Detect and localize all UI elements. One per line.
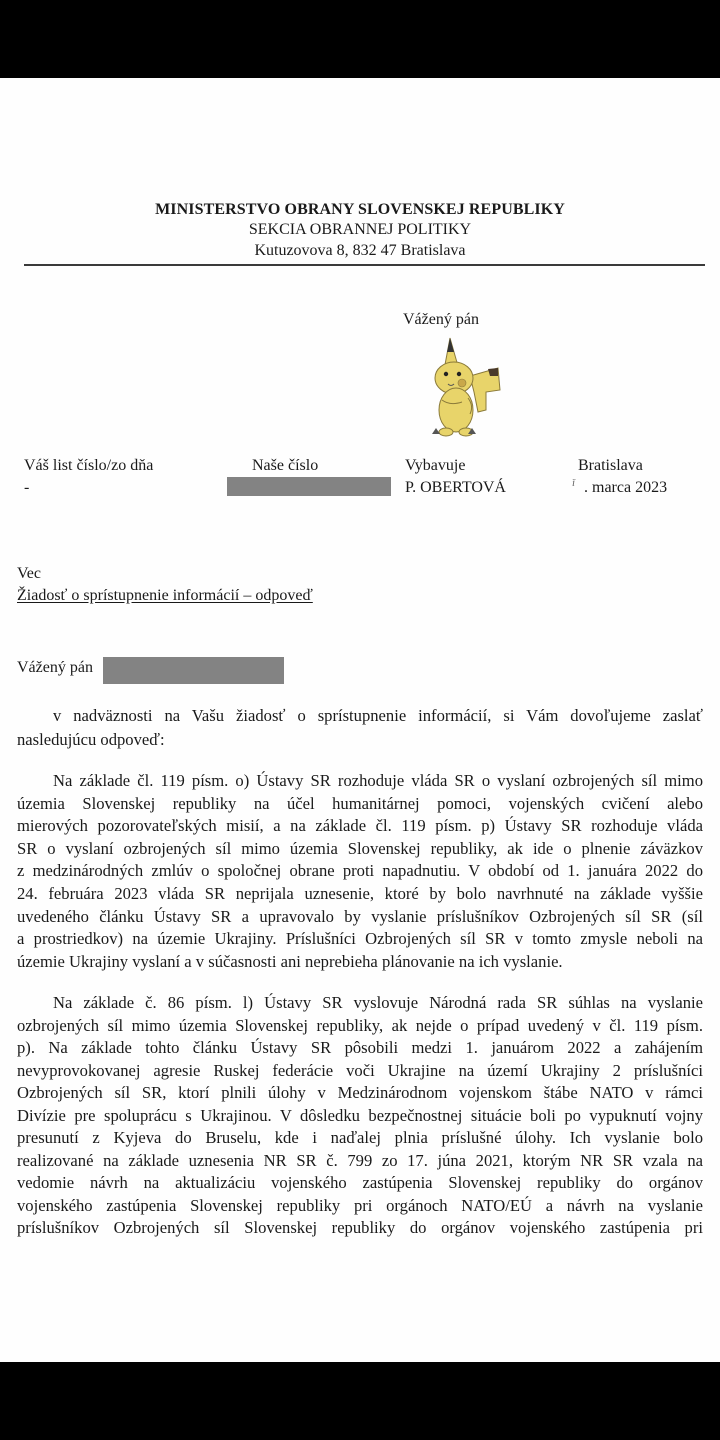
bottom-black-bar bbox=[0, 1362, 720, 1440]
place-label: Bratislava bbox=[578, 457, 643, 474]
paragraph1-line: 24. februára 2023 vláda SR neprijala uznesenie, ktoré by bolo navrhnuté na základe vyššie bbox=[17, 884, 703, 903]
paragraph1-line: územia Slovenskej republiky na účel humanitárnej pomoci, vojenských cvičení alebo bbox=[17, 794, 703, 813]
paragraph2-line: p). Na základe tohto článku Ústavy SR pôsobili medzi 1. januárom 2022 a zahájením bbox=[17, 1038, 703, 1057]
handled-by-value: P. OBERTOVÁ bbox=[405, 479, 506, 496]
paragraph1-line: územie Ukrajiny vyslaní a v súčasnosti ani neprebieha plánovanie na ich vyslanie. bbox=[17, 952, 563, 971]
header-divider bbox=[24, 264, 705, 266]
address: Kutuzovova 8, 832 47 Bratislava bbox=[254, 242, 466, 259]
ministry-title: MINISTERSTVO OBRANY SLOVENSKEJ REPUBLIKY bbox=[155, 201, 565, 218]
paragraph2-line: ozbrojených síl mimo územia Slovenskej republiky, ak nejde o prípad uvedený v čl. 119 písm. bbox=[17, 1016, 703, 1035]
your-letter-label: Váš list číslo/zo dňa bbox=[24, 457, 154, 474]
subject-label: Vec bbox=[17, 565, 41, 582]
paragraph2-line: Divízie pre spoluprácu s Ukrajinou. V dôsledku bezpečnostnej situácie boli po vypuknutí vojny bbox=[17, 1106, 703, 1125]
paragraph1-line: mierových pozorovateľských misií, a na základe čl. 119 písm. p) Ústavy SR rozhoduje vláda bbox=[17, 816, 703, 835]
subject-title: Žiadosť o sprístupnenie informácií – odpoveď bbox=[17, 587, 313, 604]
paragraph1-line: uvedeného článku Ústavy SR a upravovalo by vyslanie príslušníkov Ozbrojených síl SR (síl bbox=[17, 907, 703, 926]
intro-line: nasledujúcu odpoveď: bbox=[17, 730, 165, 749]
paragraph1-line: Na základe čl. 119 písm. o) Ústavy SR rozhoduje vláda SR o vyslaní ozbrojených síl mimo bbox=[53, 771, 703, 790]
top-black-bar bbox=[0, 0, 720, 78]
paragraph1-line: a prostriedkov) na územie Ukrajiny. Príslušníci Ozbrojených síl SR v tomto zmysle neboli na bbox=[17, 929, 703, 948]
paragraph2-line: nevyprovokovanej agresie Ruskej federácie voči Ukrajine na území Ukrajiny 2 príslušníci bbox=[17, 1061, 703, 1080]
document-page bbox=[0, 78, 720, 1362]
paragraph2-line: vojenského zastúpenia Slovenskej republiky pri orgánoch NATO/EÚ a návrh na vyslanie bbox=[17, 1196, 703, 1215]
intro-line: v nadväznosti na Vašu žiadosť o sprístupnenie informácií, si Vám dovoľujeme zaslať bbox=[53, 706, 703, 725]
date-value: . marca 2023 bbox=[584, 479, 668, 496]
recipient-name-redaction bbox=[103, 657, 284, 684]
paragraph1-line: z medzinárodných zmlúv o spoločnej obrane proti napadnutiu. V období od 1. januára 2022 do bbox=[17, 861, 703, 880]
paragraph2-line: Ozbrojených síl SR, ktorí plnili úlohy v Medzinárodnom vojenskom štábe NATO v rámci bbox=[17, 1083, 703, 1102]
recipient-salutation: Vážený pán bbox=[403, 311, 479, 328]
paragraph2-line: Na základe č. 86 písm. l) Ústavy SR vyslovuje Národná rada SR súhlas na vyslanie bbox=[53, 993, 703, 1012]
your-letter-value: - bbox=[24, 479, 30, 496]
handled-by-label: Vybavuje bbox=[405, 457, 466, 474]
paragraph2-line: vedomie návrh na aktualizáciu vojenského zastúpenia Slovenskej republiky do orgánov bbox=[17, 1173, 703, 1192]
our-number-redaction bbox=[227, 477, 391, 496]
pikachu-image bbox=[424, 332, 506, 444]
paragraph2-line: realizované na základe uznesenia NR SR č. 799 zo 17. júna 2021, ktorým NR SR vzala na bbox=[17, 1151, 703, 1170]
section-title: SEKCIA OBRANNEJ POLITIKY bbox=[248, 221, 472, 238]
paragraph2-line: príslušníkov Ozbrojených síl Slovenskej republiky do orgánov vojenského zastúpenia pri bbox=[17, 1218, 703, 1237]
paragraph2-line: presunutí z Kyjeva do Bruselu, kde i naďalej plnia príslušné úlohy. Ich vyslanie bolo bbox=[17, 1128, 703, 1147]
handwritten-day-mark: ǐ bbox=[572, 477, 576, 489]
paragraph1-line: SR o vyslaní ozbrojených síl mimo územia Slovenskej republiky, ak ide o plnenie záväzkov bbox=[17, 839, 703, 858]
body-salutation: Vážený pán bbox=[17, 659, 93, 676]
our-number-label: Naše číslo bbox=[252, 457, 319, 474]
